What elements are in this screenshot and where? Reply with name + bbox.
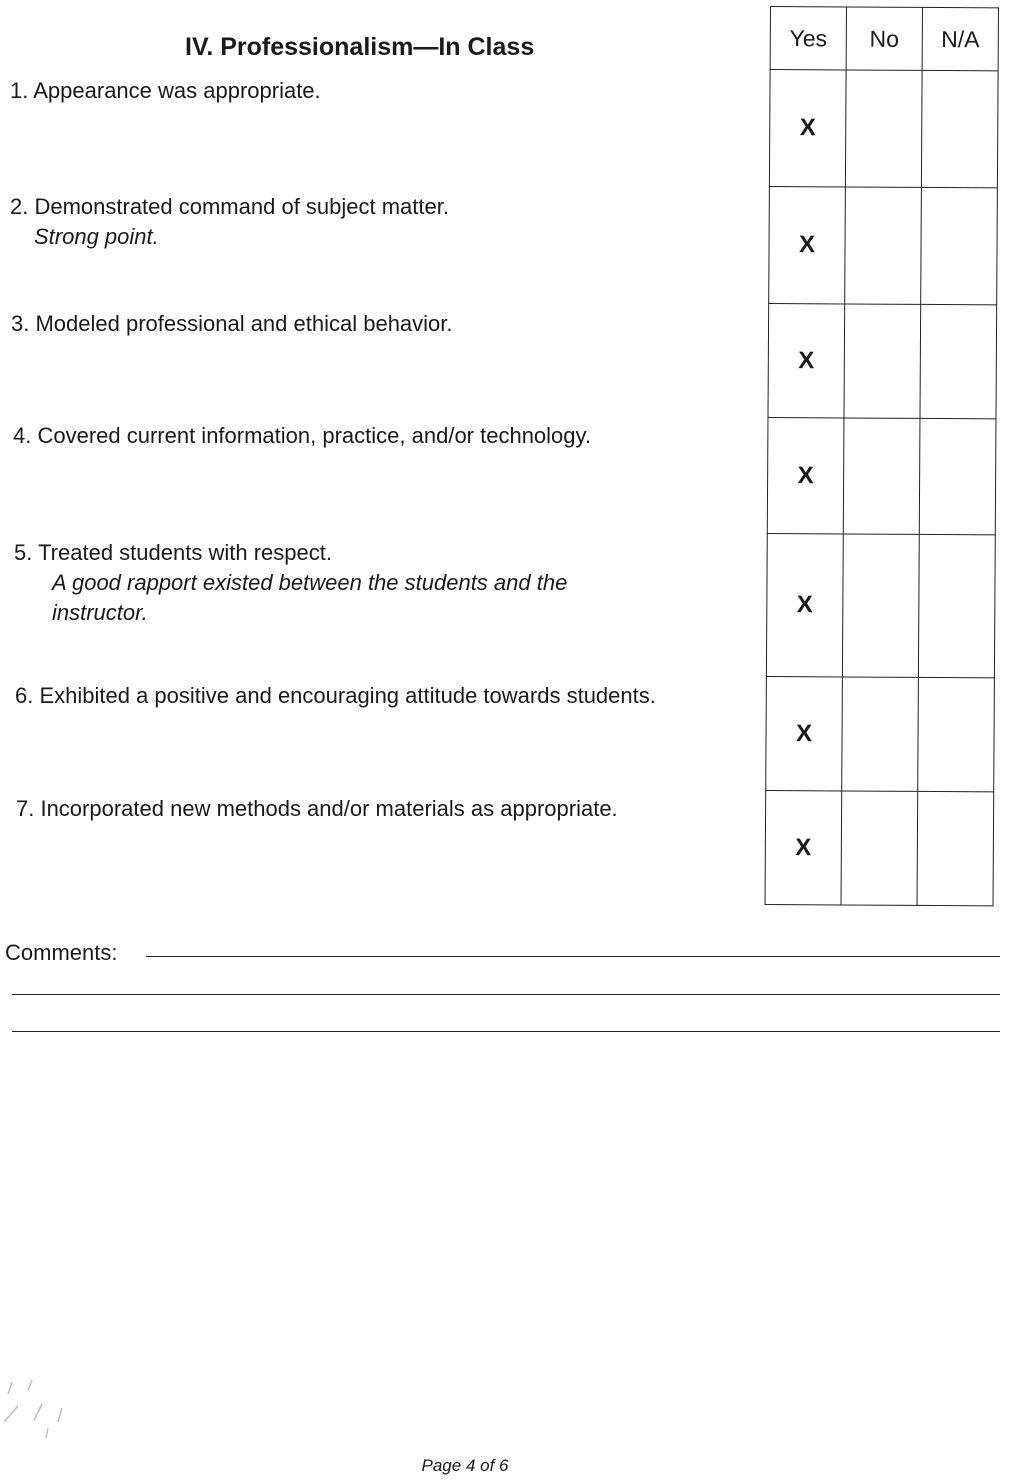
item-3-no-cell[interactable] [844, 304, 921, 418]
item-5-na-cell[interactable] [918, 534, 995, 677]
item-5-note: A good rapport existed between the students and the instructor. [52, 570, 568, 625]
response-grid [765, 6, 999, 906]
item-5 [14, 538, 567, 628]
item-7 [16, 794, 618, 824]
grid-row-4 [767, 417, 996, 534]
item-2-yes-cell[interactable]: X [769, 186, 846, 303]
column-na: N/A [922, 7, 998, 70]
pencil-marks [0, 1360, 80, 1460]
item-7-text: 7. Incorporated new methods and/or materials as appropriate. [16, 796, 618, 821]
item-7-na-cell[interactable] [917, 791, 994, 905]
column-no: No [846, 7, 922, 70]
item-2-note: Strong point. [34, 224, 159, 249]
item-1-na-cell[interactable] [921, 70, 998, 187]
grid-row-2 [769, 186, 998, 304]
item-1-text: 1. Appearance was appropriate. [10, 78, 321, 103]
item-7-no-cell[interactable] [841, 791, 918, 905]
item-2-text: 2. Demonstrated command of subject matter. [10, 194, 449, 219]
item-1-no-cell[interactable] [845, 70, 922, 187]
item-2-no-cell[interactable] [845, 187, 922, 304]
grid-row-5 [766, 533, 995, 677]
item-5-no-cell[interactable] [842, 534, 919, 677]
item-1 [10, 76, 321, 106]
comments-line-3[interactable] [12, 1031, 1000, 1032]
grid-row-6 [766, 676, 995, 791]
comments-label: Comments: [5, 940, 118, 965]
item-7-yes-cell[interactable]: X [765, 790, 842, 904]
grid-header-row [770, 7, 998, 71]
grid-row-3 [768, 303, 997, 418]
item-3 [11, 309, 453, 339]
item-6 [15, 681, 656, 711]
item-6-na-cell[interactable] [918, 677, 995, 791]
item-4-na-cell[interactable] [919, 418, 996, 534]
section-title: IV. Professionalism—In Class [185, 33, 535, 61]
grid-row-7 [765, 790, 994, 905]
item-3-text: 3. Modeled professional and ethical behavior. [11, 311, 453, 336]
item-2 [10, 192, 449, 252]
item-4-text: 4. Covered current information, practice, and/or technology. [13, 423, 592, 448]
item-4-yes-cell[interactable]: X [767, 417, 844, 533]
item-5-yes-cell[interactable]: X [766, 533, 843, 676]
item-3-na-cell[interactable] [920, 304, 997, 418]
item-6-yes-cell[interactable]: X [766, 676, 843, 790]
column-yes: Yes [770, 7, 846, 70]
item-1-yes-cell[interactable]: X [769, 70, 846, 187]
page-number: Page 4 of 6 [421, 1456, 509, 1475]
item-3-yes-cell[interactable]: X [768, 303, 845, 417]
grid-row-1 [769, 70, 998, 188]
comments-line-2[interactable] [12, 994, 1000, 995]
item-6-no-cell[interactable] [842, 677, 919, 791]
item-6-text: 6. Exhibited a positive and encouraging attitude towards students. [15, 683, 656, 708]
item-5-text: 5. Treated students with respect. [14, 540, 332, 565]
item-2-na-cell[interactable] [921, 187, 998, 304]
item-4 [13, 421, 591, 451]
comments-line-1[interactable] [146, 956, 1000, 957]
item-4-no-cell[interactable] [843, 418, 920, 534]
